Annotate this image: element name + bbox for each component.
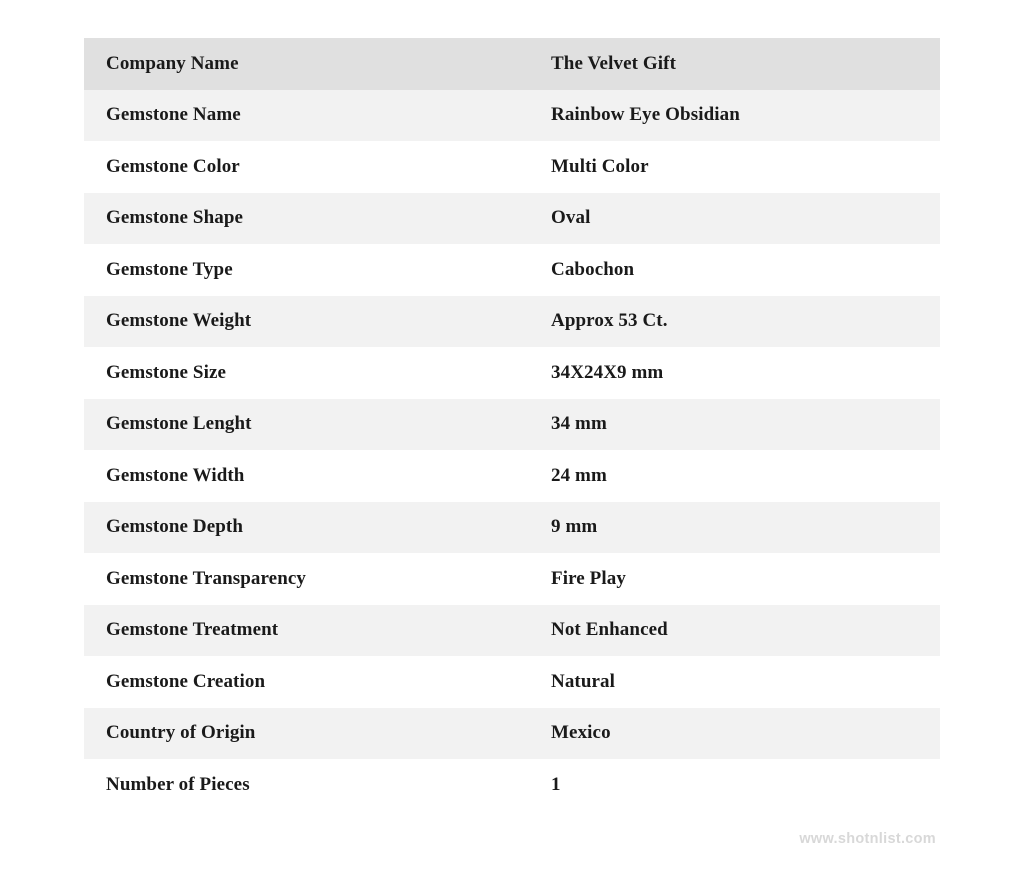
table-row	[84, 502, 940, 554]
row-value: 34X24X9 mm	[528, 347, 940, 399]
table-row	[84, 759, 940, 811]
row-value: Fire Play	[528, 553, 940, 605]
watermark: www.shotnlist.com	[799, 831, 936, 847]
row-label: Gemstone Width	[84, 450, 528, 502]
row-value: Multi Color	[528, 141, 940, 193]
gemstone-specification-table	[84, 38, 940, 811]
table-row	[84, 296, 940, 348]
row-value: Oval	[528, 193, 940, 245]
row-value: Cabochon	[528, 244, 940, 296]
row-value: Not Enhanced	[528, 605, 940, 657]
row-label: Gemstone Lenght	[84, 399, 528, 451]
table-row	[84, 90, 940, 142]
row-label: Company Name	[84, 38, 528, 90]
row-label: Gemstone Treatment	[84, 605, 528, 657]
row-label: Gemstone Creation	[84, 656, 528, 708]
table-row	[84, 605, 940, 657]
table-row	[84, 244, 940, 296]
table-row	[84, 38, 940, 90]
table-row	[84, 450, 940, 502]
row-value: The Velvet Gift	[528, 38, 940, 90]
row-label: Gemstone Weight	[84, 296, 528, 348]
table-body	[84, 38, 940, 811]
row-label: Gemstone Name	[84, 90, 528, 142]
row-label: Gemstone Depth	[84, 502, 528, 554]
row-label: Gemstone Color	[84, 141, 528, 193]
row-value: Rainbow Eye Obsidian	[528, 90, 940, 142]
table-row	[84, 193, 940, 245]
row-value: Approx 53 Ct.	[528, 296, 940, 348]
row-value: 34 mm	[528, 399, 940, 451]
table-row	[84, 553, 940, 605]
row-value: Natural	[528, 656, 940, 708]
row-label: Gemstone Size	[84, 347, 528, 399]
table-row	[84, 399, 940, 451]
row-value: Mexico	[528, 708, 940, 760]
row-label: Country of Origin	[84, 708, 528, 760]
row-value: 24 mm	[528, 450, 940, 502]
table-row	[84, 656, 940, 708]
row-label: Gemstone Type	[84, 244, 528, 296]
table-row	[84, 708, 940, 760]
row-label: Number of Pieces	[84, 759, 528, 811]
row-value: 9 mm	[528, 502, 940, 554]
row-label: Gemstone Shape	[84, 193, 528, 245]
table-row	[84, 347, 940, 399]
row-label: Gemstone Transparency	[84, 553, 528, 605]
table-row	[84, 141, 940, 193]
row-value: 1	[528, 759, 940, 811]
